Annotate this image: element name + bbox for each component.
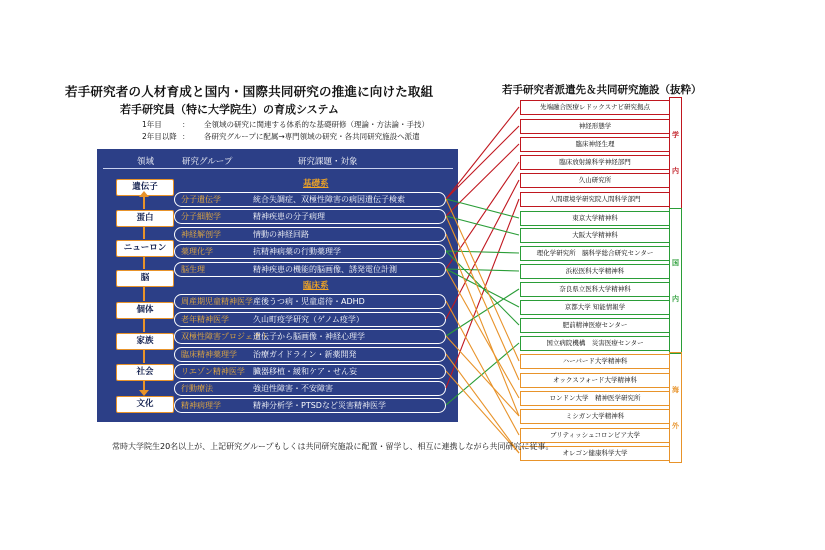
group-name: 分子細胞学 (181, 212, 221, 221)
domain-box: 蛋白 (116, 210, 174, 227)
institution-box: オックスフォード大学精神科 (520, 373, 670, 388)
connection-line (446, 144, 519, 216)
institution-category-label: 内 (672, 295, 679, 303)
institution-category-label: 国 (672, 259, 679, 267)
training-subtitle: 若手研究員（特に大学院生）の育成システム (120, 103, 339, 116)
institution-box: 人間環境学研究院人間科学部門 (520, 192, 670, 207)
institution-box: 大阪大学精神科 (520, 228, 670, 243)
header-domain: 領域 (137, 157, 155, 167)
connection-line (446, 216, 519, 235)
institution-box: 臨床放射線科学神経部門 (520, 155, 670, 170)
group-name: 精神病理学 (181, 401, 221, 410)
institution-box: 肥前精神医療センター (520, 318, 670, 333)
domain-box: 個体 (116, 302, 174, 319)
institution-box: 臨床神経生理 (520, 137, 670, 152)
institution-category-label: 外 (672, 421, 679, 430)
group-name: 分子遺伝学 (181, 195, 221, 204)
connection-line (446, 107, 519, 199)
connection-line (446, 269, 519, 271)
category-basic: 基礎系 (303, 179, 329, 189)
institution-box: 京都大学 知能情報学 (520, 300, 670, 315)
institution-box: オレゴン健康科学大学 (520, 446, 670, 461)
group-topic: 臓器移植・緩和ケア・せん妄 (253, 367, 357, 376)
group-name: 脳生理 (181, 265, 205, 274)
connection-line (446, 199, 519, 361)
connection-line (446, 199, 519, 388)
institution-category-label: 海 (672, 385, 679, 394)
schedule-text: 全領域の研究に関連する体系的な基礎研修（理論・方法論・手技） (204, 120, 429, 129)
group-topic: 治療ガイドライン・新薬開発 (253, 350, 357, 359)
group-topic: 統合失調症、双極性障害の病因遺伝子検索 (253, 195, 405, 204)
group-name: 老年精神医学 (181, 315, 229, 324)
group-topic: 精神疾患の分子病理 (253, 212, 325, 221)
category-clinical: 臨床系 (303, 281, 329, 291)
connection-line (446, 289, 519, 336)
main-title: 若手研究者の人材育成と国内・国際共同研究の推進に向けた取組 (65, 84, 434, 99)
institution-box: ミシガン大学精神科 (520, 409, 670, 424)
institution-box: 浜松医科大学精神科 (520, 264, 670, 279)
group-topic: 産後うつ病・児童虐待・ADHD (253, 297, 365, 306)
group-name: 臨床精神薬理学 (181, 350, 237, 359)
domain-box: 遺伝子 (116, 179, 174, 196)
schedule-year: 2年目以降 (142, 132, 177, 141)
group-name: 薬理化学 (181, 247, 213, 256)
group-topic: 遺伝子から脳画像・神経心理学 (253, 332, 365, 341)
institution-box: 国立病院機構 災害医療センター (520, 336, 670, 351)
institutions-title: 若手研究者派遣先＆共同研究施設（抜粋） (502, 84, 702, 96)
institution-category-label: 内 (672, 167, 679, 175)
institution-box: ロンドン大学 精神医学研究所 (520, 391, 670, 406)
group-topic: 抗精神病薬の行動薬理学 (253, 247, 341, 256)
group-name: 周産期児童精神医学 (181, 297, 253, 306)
domain-box: 社会 (116, 364, 174, 381)
schedule-text: 各研究グループに配属→専門領域の研究・各共同研究施設へ派遣 (204, 132, 420, 141)
group-topic: 久山町疫学研究（ゲノム疫学） (253, 315, 364, 324)
schedule-year: 1年目 (142, 120, 162, 129)
group-topic: 強迫性障害・不安障害 (253, 384, 333, 393)
group-name: リエゾン精神医学 (181, 367, 245, 376)
institution-box: 先端融合医療レドックスナビ研究拠点 (520, 100, 670, 115)
institution-category-label: 学 (672, 131, 679, 139)
group-topic: 精神分析学・PTSDなど災害精神医学 (253, 401, 386, 410)
schedule-colon: ： (182, 120, 190, 129)
connection-line (446, 343, 519, 405)
connection-line (446, 126, 519, 199)
header-topic: 研究課題・対象 (298, 157, 358, 167)
group-name: 行動療法 (181, 384, 213, 393)
institution-box: 久山研究所 (520, 173, 670, 188)
domain-box: 文化 (116, 396, 174, 413)
institution-box: 東京大学精神科 (520, 211, 670, 226)
group-topic: 精神疾患の機能的脳画像、誘発電位計測 (253, 265, 397, 274)
domain-box: 脳 (116, 270, 174, 287)
domain-box: 家族 (116, 333, 174, 350)
domain-box: ニューロン (116, 240, 174, 257)
institution-box: 奈良県立医科大学精神科 (520, 282, 670, 297)
institution-box: ブリティッシュコロンビア大学 (520, 428, 670, 443)
group-name: 神経解剖学 (181, 230, 221, 239)
group-topic: 情動の神経回路 (253, 230, 309, 239)
institution-box: 神経形態学 (520, 119, 670, 134)
institution-box: ハーバード大学精神科 (520, 354, 670, 369)
connection-line (446, 234, 519, 416)
schedule-colon: ： (182, 132, 190, 141)
header-group: 研究グループ (182, 157, 233, 167)
footer-note: 常時大学院生20名以上が、上記研究グループもしくは共同研究施設に配置・留学し、相互に連携しながら共同研究に従事。 (112, 442, 554, 451)
group-name: 双極性障害プロジェクト (181, 332, 269, 341)
institution-box: 理化学研究所 脳科学総合研究センター (520, 246, 670, 261)
